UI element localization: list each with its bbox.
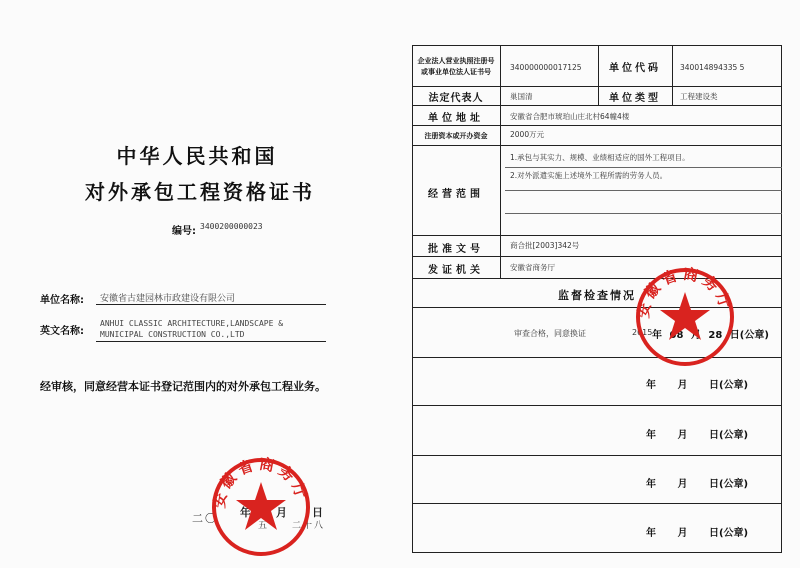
address-label: 单位地址 — [428, 113, 484, 124]
capital-value: 2000万元 — [510, 130, 545, 139]
unit-type-label: 单位类型 — [609, 93, 661, 104]
issue-date-month: 五 — [258, 521, 268, 531]
supervision-note: 审查合格，同意换证 — [514, 329, 586, 338]
issuer-value: 安徽省商务厅 — [510, 263, 555, 272]
unit-code-value: 340014894335 5 — [680, 63, 745, 72]
scope-rule — [505, 167, 782, 168]
row-divider — [412, 235, 782, 236]
scope-item: 2.对外派遣实施上述境外工程所需的劳务人员。 — [510, 171, 668, 180]
row-divider — [412, 503, 782, 504]
row-divider — [412, 105, 782, 106]
unit-name-underline — [96, 304, 326, 305]
title-country: 中华人民共和国 — [116, 144, 278, 168]
supervision-year: 2015 — [632, 328, 653, 337]
row-divider — [412, 125, 782, 126]
scope-item: 1.承包与其实力、规模、业绩相适应的国外工程项目。 — [510, 153, 690, 162]
issue-date-day-char: 日 — [312, 506, 323, 519]
svg-text:安徽省商务厅: 安徽省商务厅 — [210, 454, 312, 510]
unit-name-label: 单位名称: — [40, 295, 84, 306]
row-divider — [412, 256, 782, 257]
issue-date-month-char: 月 — [276, 506, 287, 519]
english-name-underline — [96, 341, 326, 342]
unit-code-label: 单位代码 — [609, 63, 661, 74]
supervision-date: 年 月 日(公章) — [646, 380, 749, 391]
reg-no-label-line1: 企业法人营业执照注册号 — [417, 57, 495, 65]
cert-number-value: 3400200000023 — [200, 222, 263, 231]
unit-name-value: 安徽省古建园林市政建设有限公司 — [100, 294, 236, 304]
address-value: 安徽省合肥市琥珀山庄北村64幢4楼 — [510, 112, 630, 121]
col-divider — [500, 45, 501, 278]
issue-date-day: 二十八 — [292, 521, 326, 531]
scope-label: 经营范围 — [428, 189, 484, 200]
title-certificate: 对外承包工程资格证书 — [85, 180, 315, 204]
approval-doc-value: 商合批[2003]342号 — [510, 241, 580, 250]
row-divider — [412, 145, 782, 146]
supervision-date: 年 月 日(公章) — [646, 430, 749, 441]
scope-rule — [505, 213, 782, 214]
cert-number-label: 编号: — [172, 226, 196, 237]
official-seal-left — [206, 452, 316, 562]
issue-date-year-char: 年 — [240, 506, 251, 519]
supervision-date: 年 月 日(公章) — [646, 528, 749, 539]
approval-doc-label: 批准文号 — [428, 244, 484, 255]
supervision-date: 年 月 日(公章) — [646, 479, 749, 490]
reg-no-label-line2: 或事业单位法人证书号 — [421, 68, 491, 76]
reg-no-value: 340000000017125 — [510, 63, 582, 72]
legal-rep-value: 巢国清 — [510, 92, 533, 101]
approval-statement: 经审核，同意经营本证书登记范围内的对外承包工程业务。 — [40, 380, 326, 393]
capital-label: 注册资本或开办资金 — [424, 132, 488, 140]
legal-rep-label: 法定代表人 — [428, 93, 484, 104]
supervision-date: 年 08 月 28 日(公章) — [652, 330, 769, 341]
row-divider — [412, 405, 782, 406]
scope-rule — [505, 190, 782, 191]
english-name-value: ANHUI CLASSIC ARCHITECTURE,LANDSCAPE & MUNICIPAL CONSTRUCTION CO.,LTD — [100, 319, 284, 339]
svg-text:安徽省商务厅: 安徽省商务厅 — [634, 264, 736, 320]
supervision-title: 监督检查情况 — [558, 289, 636, 302]
unit-type-value: 工程建设类 — [680, 92, 718, 101]
official-seal-right — [630, 262, 740, 372]
col-divider — [672, 45, 673, 105]
issuer-label: 发证机关 — [428, 265, 484, 276]
english-name-label: 英文名称: — [40, 326, 84, 337]
row-divider — [412, 455, 782, 456]
row-divider — [412, 86, 782, 87]
reg-no-label — [414, 56, 498, 78]
issue-date-year: 二〇 — [192, 512, 218, 525]
